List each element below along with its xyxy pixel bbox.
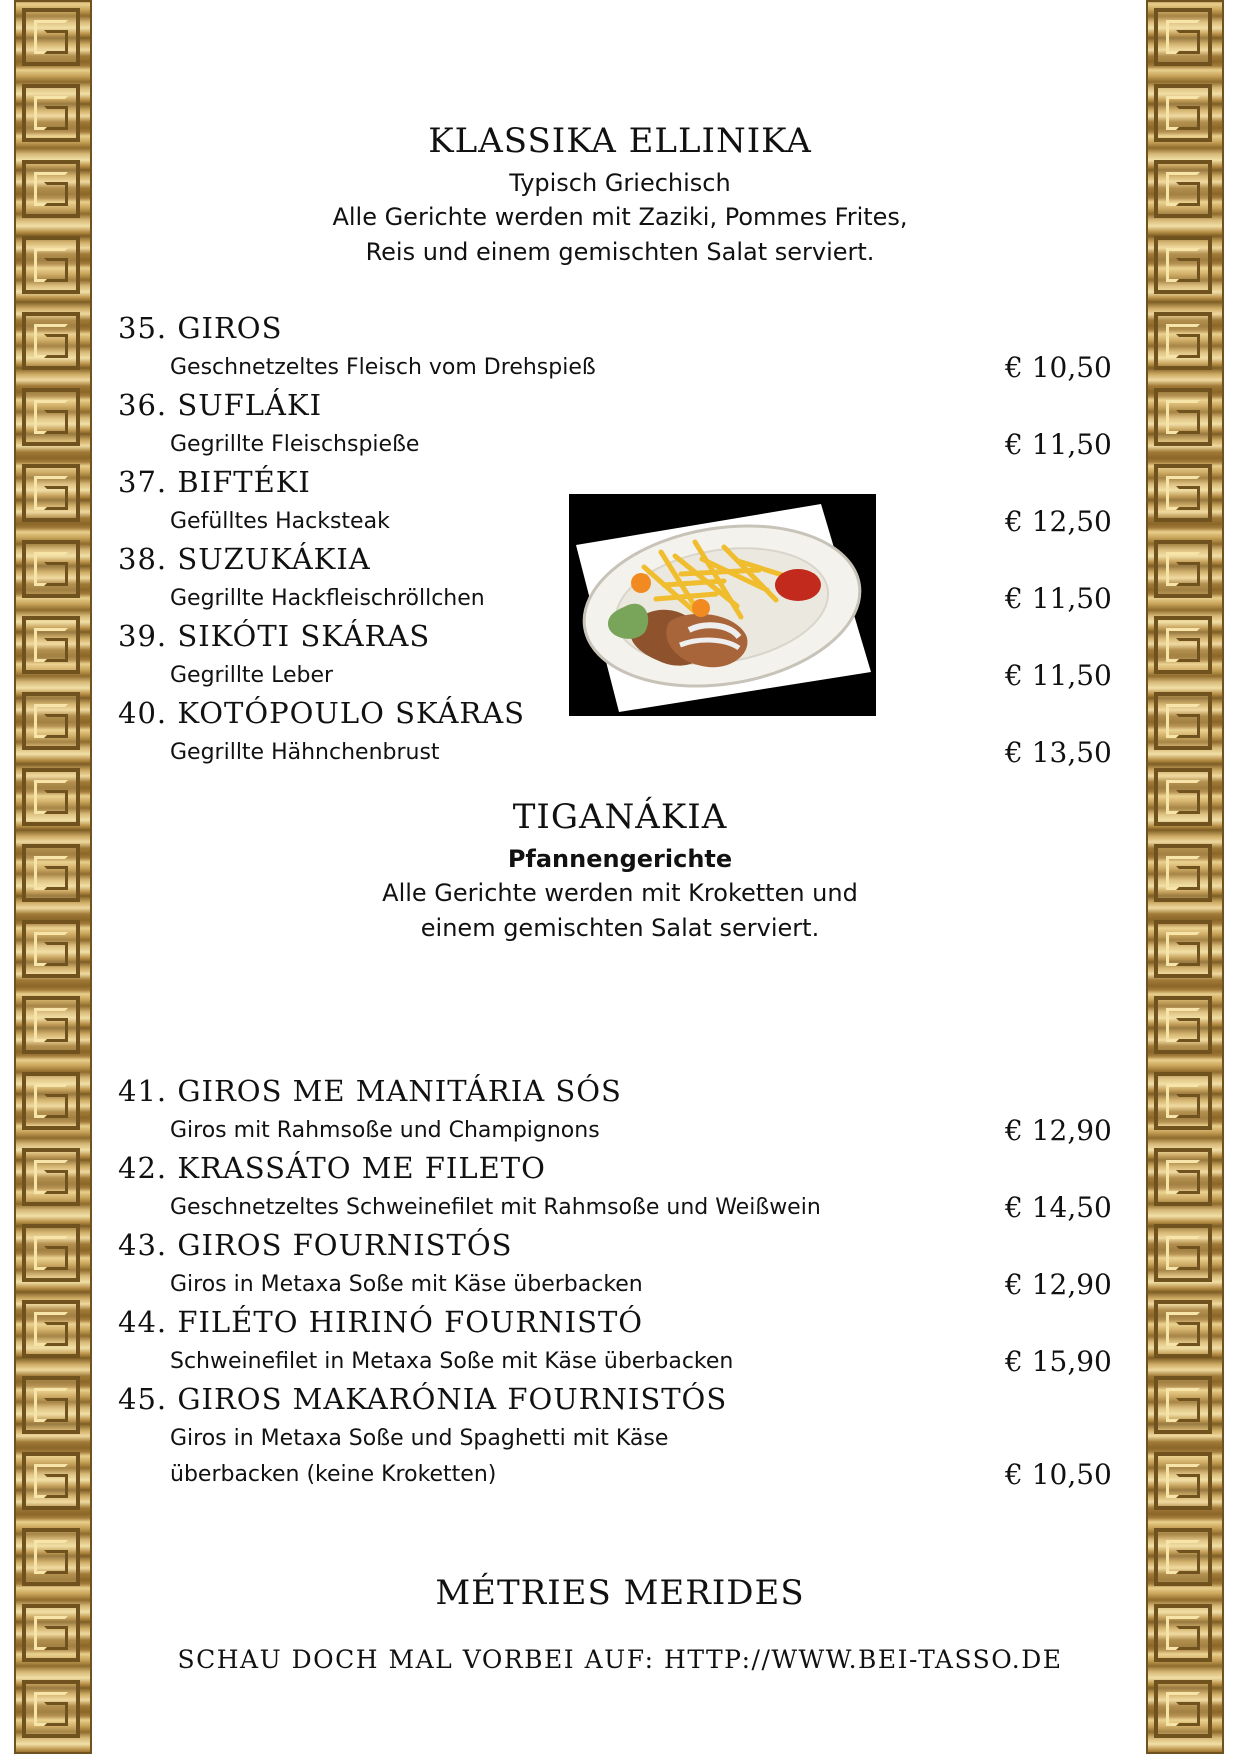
website-link[interactable]: HTTP://WWW.BEI-TASSO.DE xyxy=(664,1645,1063,1674)
greek-key-icon xyxy=(1154,1224,1212,1282)
visit-text: SCHAU DOCH MAL VORBEI AUF: xyxy=(177,1645,655,1674)
item-number: 43. xyxy=(118,1228,168,1262)
item-description: Geschnetzeltes Schweinefilet mit Rahmsoße und Weißwein xyxy=(170,1195,821,1220)
section-subtitle: Pfannengerichte xyxy=(507,845,733,873)
item-price: € 11,50 xyxy=(1005,659,1112,692)
item-name: GIROS xyxy=(177,311,283,345)
menu-item-45 xyxy=(118,1382,727,1416)
greek-key-icon xyxy=(22,1300,80,1358)
section-intro-line-1: Alle Gerichte werden mit Zaziki, Pommes Frites, xyxy=(332,203,908,231)
item-number: 39. xyxy=(118,619,168,653)
greek-key-icon xyxy=(1154,1300,1212,1358)
greek-key-icon xyxy=(22,1376,80,1434)
section-intro-line-1: Alle Gerichte werden mit Kroketten und xyxy=(382,879,858,907)
greek-key-icon xyxy=(1154,1072,1212,1130)
section-intro-line-2: Reis und einem gemischten Salat serviert. xyxy=(365,238,875,266)
item-description: Schweinefilet in Metaxa Soße mit Käse überbacken xyxy=(170,1349,734,1374)
menu-item-38 xyxy=(118,542,371,576)
item-price: € 15,90 xyxy=(1005,1345,1112,1378)
item-number: 44. xyxy=(118,1305,168,1339)
greek-key-icon xyxy=(22,1072,80,1130)
menu-item-36 xyxy=(118,388,322,422)
item-price: € 11,50 xyxy=(1005,428,1112,461)
greek-key-icon xyxy=(22,540,80,598)
item-name: GIROS MAKARÓNIA FOURNISTÓS xyxy=(177,1382,728,1416)
item-description: Gegrillte Fleischspieße xyxy=(170,432,420,457)
menu-item-41 xyxy=(118,1074,622,1108)
item-name: SUFLÁKI xyxy=(177,388,323,422)
section-title-klassika-ellinika: KLASSIKA ELLINIKA xyxy=(428,121,812,161)
item-number: 38. xyxy=(118,542,168,576)
greek-key-icon xyxy=(22,1680,80,1738)
item-number: 35. xyxy=(118,311,168,345)
item-number: 42. xyxy=(118,1151,168,1185)
greek-key-icon xyxy=(22,1224,80,1282)
food-plate-icon xyxy=(569,494,876,716)
menu-item-37 xyxy=(118,465,311,499)
greek-key-icon xyxy=(22,8,80,66)
greek-key-icon xyxy=(22,996,80,1054)
item-number: 45. xyxy=(118,1382,168,1416)
item-name: KOTÓPOULO SKÁRAS xyxy=(177,696,526,730)
item-price: € 13,50 xyxy=(1005,736,1112,769)
item-description: Gegrillte Hackfleischröllchen xyxy=(170,586,485,611)
greek-key-icon xyxy=(22,464,80,522)
item-name: SUZUKÁKIA xyxy=(177,542,371,576)
greek-key-icon xyxy=(1154,8,1212,66)
item-description: Geschnetzeltes Fleisch vom Drehspieß xyxy=(170,355,596,380)
greek-key-icon xyxy=(1154,1148,1212,1206)
item-price: € 11,50 xyxy=(1005,582,1112,615)
menu-item-40 xyxy=(118,696,525,730)
item-price: € 12,90 xyxy=(1005,1268,1112,1301)
menu-item-39 xyxy=(118,619,430,653)
giros-plate-photo xyxy=(569,494,876,716)
greek-key-icon xyxy=(1154,996,1212,1054)
item-description: Gefülltes Hacksteak xyxy=(170,509,390,534)
item-price: € 10,50 xyxy=(1005,1458,1112,1491)
greek-key-icon xyxy=(22,388,80,446)
greek-key-icon xyxy=(1154,1376,1212,1434)
item-name: FILÉTO HIRINÓ FOURNISTÓ xyxy=(177,1305,644,1339)
section-title-tiganakia: TIGANÁKIA xyxy=(512,797,728,837)
greek-key-icon xyxy=(1154,616,1212,674)
greek-key-icon xyxy=(1154,464,1212,522)
menu-item-43 xyxy=(118,1228,513,1262)
greek-key-icon xyxy=(1154,540,1212,598)
item-description: Giros mit Rahmsoße und Champignons xyxy=(170,1118,600,1143)
greek-key-icon xyxy=(22,1148,80,1206)
section-subtitle: Typisch Griechisch xyxy=(509,169,731,197)
item-name: SIKÓTI SKÁRAS xyxy=(177,619,431,653)
item-description: Gegrillte Hähnchenbrust xyxy=(170,740,440,765)
item-name: GIROS FOURNISTÓS xyxy=(177,1228,513,1262)
menu-item-44 xyxy=(118,1305,643,1339)
greek-key-icon xyxy=(1154,388,1212,446)
item-price: € 14,50 xyxy=(1005,1191,1112,1224)
item-price: € 10,50 xyxy=(1005,351,1112,384)
website-note xyxy=(0,1645,1240,1674)
section-intro-line-2: einem gemischten Salat serviert. xyxy=(420,914,820,942)
greek-key-icon xyxy=(1154,1680,1212,1738)
menu-item-35 xyxy=(118,311,282,345)
item-number: 37. xyxy=(118,465,168,499)
item-description-line-2: überbacken (keine Kroketten) xyxy=(170,1462,497,1487)
greek-key-icon xyxy=(22,616,80,674)
item-description: Giros in Metaxa Soße und Spaghetti mit Käse xyxy=(170,1426,669,1451)
item-description: Gegrillte Leber xyxy=(170,663,334,688)
greek-key-icon xyxy=(1154,1452,1212,1510)
greek-key-icon xyxy=(22,312,80,370)
menu-item-42 xyxy=(118,1151,546,1185)
item-number: 40. xyxy=(118,696,168,730)
greek-key-icon xyxy=(1154,692,1212,750)
footer-title: MÉTRIES MERIDES xyxy=(435,1573,805,1613)
item-name: BIFTÉKI xyxy=(177,465,311,499)
greek-key-icon xyxy=(22,1452,80,1510)
item-description: Giros in Metaxa Soße mit Käse überbacken xyxy=(170,1272,643,1297)
greek-key-icon xyxy=(22,692,80,750)
item-name: KRASSÁTO ME FILETO xyxy=(177,1151,546,1185)
greek-key-icon xyxy=(1154,312,1212,370)
item-name: GIROS ME MANITÁRIA SÓS xyxy=(177,1074,622,1108)
item-price: € 12,90 xyxy=(1005,1114,1112,1147)
item-number: 36. xyxy=(118,388,168,422)
item-price: € 12,50 xyxy=(1005,505,1112,538)
item-number: 41. xyxy=(118,1074,168,1108)
